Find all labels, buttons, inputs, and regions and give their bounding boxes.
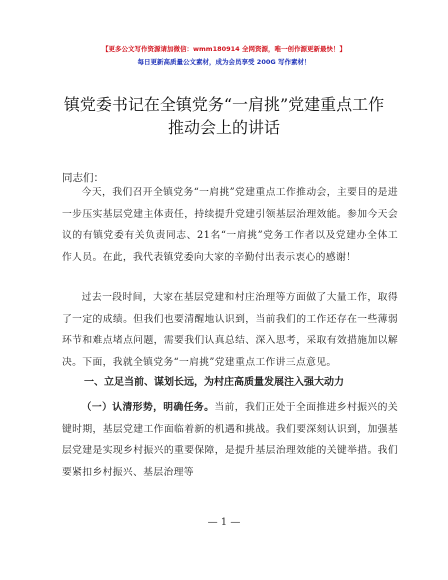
paragraph-review-text: 过去一段时间，大家在基层党建和村庄治理等方面做了大量工作，取得了一定的成绩。但我们也要清醒地认识到，当前我们的工作还存在一些薄弱环节和难点堵点问题，需要我们认真总结、深入思考，采取有效措施加以解决。下面，我就全镇党务“一肩挑”党建重点工作讲三点意见。 <box>62 292 398 368</box>
promo-banner-line-1: 【更多公文写作资源请加微信：wmm180914 全网资源，唯一创作源更新最快！】 <box>102 45 346 53</box>
subheading-lead: （一）认清形势，明确任务。 <box>81 402 215 413</box>
document-title-line-2: 推动会上的讲话 <box>167 118 280 137</box>
document-title-line-1: 镇党委书记在全镇党务“一肩挑”党建重点工作 <box>63 95 385 114</box>
paragraph-opening <box>62 182 398 268</box>
paragraph-review <box>62 287 398 373</box>
paragraph-situation <box>62 397 398 483</box>
salutation: 同志们： <box>62 172 104 184</box>
promo-banner-line-2: 每日更新高质量公文素材，成为会员享受 200G 写作素材！ <box>137 58 311 66</box>
section-heading-1: 一、立足当前、谋划长远，为村庄高质量发展注入强大动力 <box>84 377 344 388</box>
page-number: — 1 — <box>207 517 241 528</box>
paragraph-opening-text: 今天，我们召开全镇党务“一肩挑”党建重点工作推动会，主要目的是进一步压实基层党建主体责任，持续提升党建引领基层治理效能。参加今天会议的有镇党委有关负责同志、21名“一肩挑”党务工作者以及党建办全体工作人员。在此，我代表镇党委向大家的辛勤付出表示衷心的感谢！ <box>62 187 398 263</box>
paragraph-situation-text: 当前，我们正处于全面推进乡村振兴的关键时期，基层党建工作面临着新的机遇和挑战。我们要深刻认识到，加强基层党建是实现乡村振兴的重要保障，是提升基层治理效能的关键举措。我们要紧扣乡村振兴、基层治理等 <box>62 402 398 478</box>
